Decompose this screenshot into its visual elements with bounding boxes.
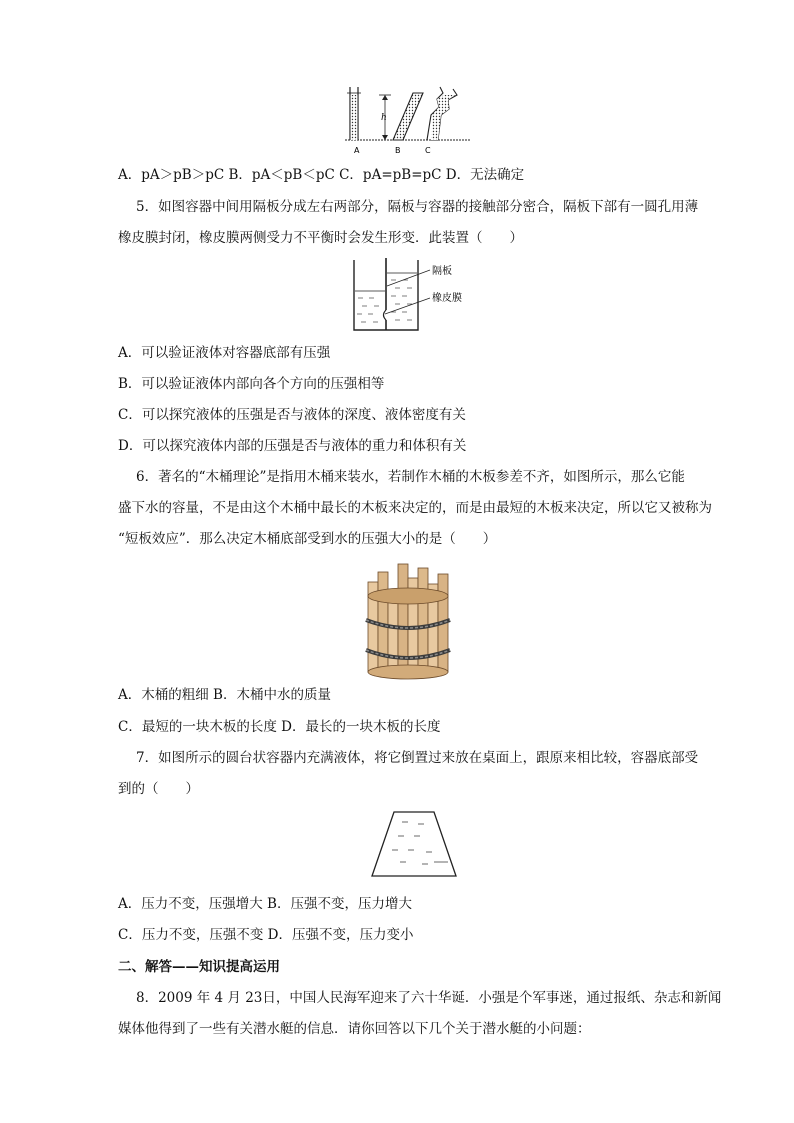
section-heading: 二、解答——知识提高运用	[118, 959, 280, 975]
q6-options-ab: A．木桶的粗细 B．木桶中水的质量	[118, 687, 331, 703]
q7-line1: 7．如图所示的圆台状容器内充满液体，将它倒置过来放在桌面上，跟原来相比较，容器底部受	[136, 750, 699, 766]
wooden-bucket-figure	[358, 562, 458, 682]
q6-options-cd: C．最短的一块木板的长度 D．最长的一块木板的长度	[118, 719, 441, 735]
q5-option-b: B．可以验证液体内部向各个方向的压强相等	[118, 376, 385, 392]
q7-options-cd: C．压力不变，压强不变 D．压强不变，压力变小	[118, 927, 414, 943]
q7-line2: 到的（ ）	[118, 781, 199, 797]
partition-label: 隔板	[432, 266, 452, 277]
q6-line1: 6．著名的“木桶理论”是指用木桶来装水，若制作木桶的木板参差不齐，如图所示，那么它能	[136, 469, 685, 485]
frustum-container-figure	[364, 810, 464, 880]
q6-line3: “短板效应”．那么决定木桶底部受到水的压强大小的是（ ）	[118, 531, 497, 547]
q5-option-c: C．可以探究液体的压强是否与液体的深度、液体密度有关	[118, 407, 466, 423]
membrane-label: 橡皮膜	[432, 293, 462, 304]
q5-line2: 橡皮膜封闭，橡皮膜两侧受力不平衡时会发生形变．此装置（ ）	[118, 230, 523, 246]
q5-option-a: A．可以验证液体对容器底部有压强	[118, 345, 331, 361]
label-c: C	[425, 146, 431, 155]
label-b: B	[395, 146, 401, 155]
q6-line2: 盛下水的容量，不是由这个木桶中最长的木板来决定的，而是由最短的木板来决定，所以它又被称为	[118, 500, 712, 516]
label-a: A	[354, 146, 360, 155]
three-containers-figure	[345, 85, 475, 155]
q5-line1: 5．如图容器中间用隔板分成左右两部分，隔板与容器的接触部分密合，隔板下部有一圆孔用薄	[136, 199, 699, 215]
partition-container-figure	[352, 258, 482, 333]
q5-option-d: D．可以探究液体内部的压强是否与液体的重力和体积有关	[118, 438, 467, 454]
q4-options: A．pA＞pB＞pC B．pA＜pB＜pC C．pA=pB=pC D．无法确定	[118, 167, 525, 183]
q8-line1: 8．2009 年 4 月 23日，中国人民海军迎来了六十华诞．小强是个军事迷，通过报纸、杂志和新闻	[136, 990, 722, 1006]
q8-line2: 媒体他得到了一些有关潜水艇的信息．请你回答以下几个关于潜水艇的小问题：	[118, 1021, 591, 1037]
height-label: h	[381, 113, 387, 123]
q7-options-ab: A．压力不变，压强增大 B．压强不变，压力增大	[118, 896, 412, 912]
